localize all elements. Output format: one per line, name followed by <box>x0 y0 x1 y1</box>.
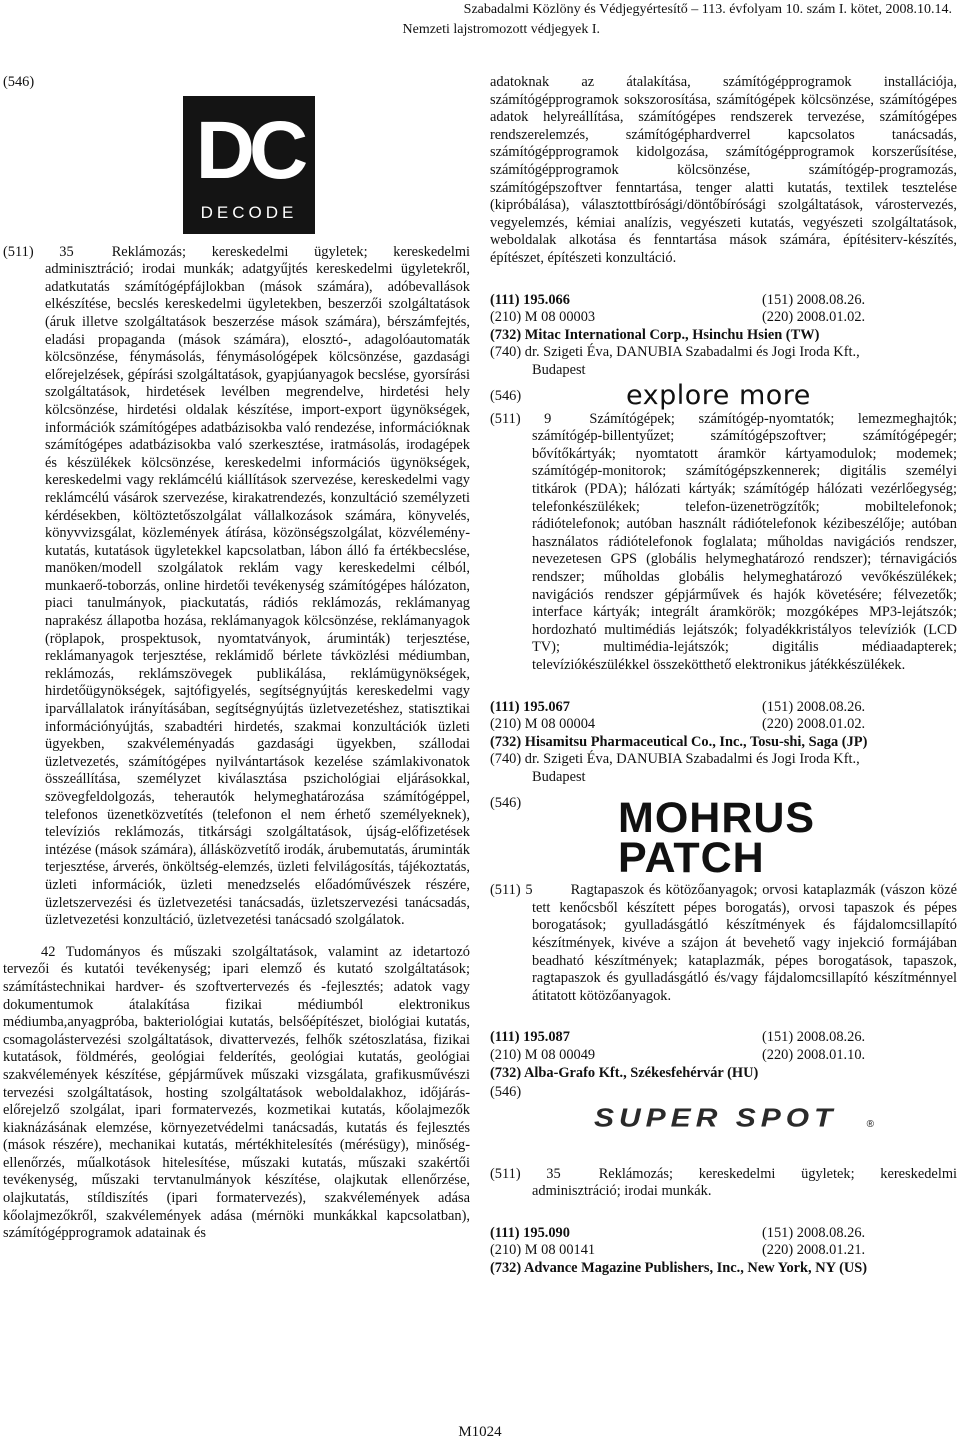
mohrus-patch-logo: MOHRUS PATCH <box>618 794 816 883</box>
class-35-text: (511) 35 Reklámozás; kereskedelmi ügyletek; kereskedelmi adminisztráció; irodai munkák; adatgyűjtés kereskedelmi ügyletekről, adatkutatás számítógépfájlokban (mások számára), adóbevallások elkészítése, becslés kereskedelmi ügyletekben, beszerzői szolgáltatások (áruk illetve szolgáltatások beszerzése mások számára), bérszámfejtés, eladási propaganda (mások számára), elosztó-, adagolóautomaták kölcsönzése, fénymásolás, fénymásológépek kölcsönzése, gazdasági előrejelzések, gépírási szolgáltatások, gyapjúanyagok becslése, gyorsírási szolgáltatások, hirdetések levélben megrendelve, hirdetési hely kölcsönzése, hirdetési oldalak készítése, import-export ügynökségek, információk számítógépes adatbázisokba való rendezése, információknak számítógépes adatbázisokba való szerkesztése, iratmásolás, irodagépek és készülékek kölcsönzése, kereskedelmi információs ügynökségek, kereskedelmi vagy reklámcélú kiállítások szervezése, kereskedelmi vagy reklámcélú vásárok szervezése, kirakatrendezés, konzultáció személyzeti kérdésekben, költöztetőszolgálat vállalkozások számára, könyvelés, könyvvizsgálat, közlemények átírása, közönségszolgálat, közvélemény-kutatás, kutatások ügyletekkel kapcsolatban, lábon álló fa értékbecslése, manöken/modell szolgálatok reklám vagy kereskedelmi célból, munkaerő-toborzás, online hirdetői tevékenység számítógépes hálózaton, piaci tanulmányok, piackutatás, rádiós reklámozás, reklámanyag naprakész állapotba hozása, reklámanyagok kölcsönzése, reklámanyagok (röplapok, prospektusok, nyomtatványok, áruminták) terjesztése, reklámanyagok terjesztése, reklámidő bérlete távközlési médiumban, reklámozás, reklámszövegek publikálása, reklámügynökségek, hirdetőügynökségek, sajtófigyelés, segítségnyújtás kereskedelmi vagy iparvállalatok irányításában, segítségnyújtás üzletvezetéshez, statisztikai információnyújtás, szabadtéri hirdetés, szakmai konzultációk üzleti ügyekben, szakvéleményadás gazdasági ügyekben, szállodai üzletvezetés, számítógépes nyilvántartások kezelése számlakivonatok összeállítása, személyzet kiválasztása pszichológiai eljárásokkal, szövegfeldolgozás, teherautók helymeghatározása számítógéppel, telefonos üzenetközvetítés (telefonon el nem érhető személyeknek), televíziós reklámozás, titkársági szolgáltatások, újság-előfizetések intézése (mások számára), állásközvetítő irodák, árubemutatás, áruminták terjesztése, árverés, önköltség-elemzés, üzleti felvilágosítás, tájékoztatás, üzleti információk, üzleti menedzselés előadóművészek részére, üzletszervezési és üzletvezetési tanácsadás, üzletszervezési tanácsadás, üzletvezetési konzultáció, üzletvezetési tanácsadó szolgálatok. <box>3 243 471 929</box>
trademark-record: (111) 195.067 (151) 2008.08.26. (210) M 08 00004 (220) 2008.01.02. (732) Hisamitsu Pharmaceutical Co., Inc., Tosu-shi, Saga (JP) (740) dr. Szigeti Éva, DANUBIA Szabadalmi és Jogi Iroda Kft., Budapest (546) MOHRUS PATCH (511) 5 Ragtapaszok és kötözőanyagok; orvosi kataplazmák (vászon közé tett kenőcsből készített pépes borogatás), orvosi tapaszok és pépes borogatások; gyulladásgátló készítmények és fájdalomcsillapító készítmények, kivéve a szájon át bevehető vagy injekció formájában beadható készítmények; kataplazmák, pépes borogatások, tapaszok, ragtapaszok és gyulladásgátló és/vagy fájdalomcsillapító készítménnyel átitatott kötözőanyagok. <box>490 698 958 1004</box>
decode-logo <box>183 96 315 234</box>
class-5-text: (511) 5 Ragtapaszok és kötözőanyagok; orvosi kataplazmák (vászon közé tett kenőcsből készített pépes borogatás), orvosi tapaszok és pépes borogatások; gyulladásgátló készítmények és fájdalomcsillapító készítmények, kivéve a szájon át bevehető vagy injekció formájában beadható készítmények; kataplazmák, pépes borogatások, tapaszok, ragtapaszok és gyulladásgátló és/vagy fájdalomcsillapító készítménnyel átitatott kötözőanyagok. <box>490 882 958 1004</box>
class-35-text: (511) 35 Reklámozás; kereskedelmi ügyletek; kereskedelmi adminisztráció; irodai munkák. <box>490 1165 958 1200</box>
owner: (732) Alba-Grafo Kft., Székesfehérvár (HU) <box>490 1064 759 1081</box>
representative: (740) dr. Szigeti Éva, DANUBIA Szabadalmi és Jogi Iroda Kft., <box>490 751 860 768</box>
class-42-continued: adatoknak az átalakítása, számítógépprogramok installációja, számítógépprogramok sokszorosítása, számítógépek kölcsönzése, számítógépes adatok helyreállítása, számítógépes rendszerek tervezése, számítógépes rendszerelemzés, számítógéphardverrel kapcsolatos tanácsadás, számítógépprogramok kidolgozása, számítógépprogramok korszerűsítése, számítógépprogramok kölcsönzése, számítógép-programozás, számítógépszoftver fenntartása, tenger alatti kutatás, textilek tesztelése (kipróbálása), választottbírósági/döntőbírósági szolgáltatások, várostervezés, vegyelemzés, kémiai analízis, vegyészeti kutatás, vegyészeti szolgáltatások, weboldalak alkotása és fenntartása mások számára, építésiterv-készítés, építészet, építészeti konzultáció. <box>490 74 957 266</box>
decode-logo-word: DECODE <box>200 202 298 222</box>
left-column <box>3 74 470 1243</box>
field-511-code: (511) 35 <box>3 243 74 260</box>
field-546: (546) <box>3 74 35 90</box>
journal-header: Szabadalmi Közlöny és Védjegyértesítő – 113. évfolyam 10. szám I. kötet, 2008.10.14. <box>463 2 952 17</box>
super-spot-logo: SUPER SPOT ® <box>594 1104 874 1133</box>
owner: (732) Hisamitsu Pharmaceutical Co., Inc., Tosu-shi, Saga (JP) <box>490 733 868 750</box>
class-9-text: (511) 9 Számítógépek; számítógép-nyomtatók; lemezmeghajtók; számítógép-billentyűzet; számítógépszoftver; számítógépegér; bővítőkártyák; nyomtatott áramkör kártyamodulok; modemek; számítógép-monitorok; számítógépszkennerek; digitális személyi titkárok (PDA); hálózati kártyák; számítógép hálózati vezérlőegység; telefonkészülékek; telefon-üzenetrögzítők; mobiltelefonok; rádiótelefonok; autóban használt rádiótelefonok kézibeszélője; autóban használatos rádiótelefonok foglalata; műholdas navigációs rendszer, nevezetesen GPS (globális helymeghatározó rendszer); térnavigációs rendszer; műholdas globális helymeghatározó vevőkészülékek; navigációs rendszer gépjárművek és hajók követésére; félvezetők; interface kártyák; integrált áramkörök; mozgóképes MP3-lejátszók; hordozható multimédiás lejátszók; folyadékkristályos televíziók (LCD TV); multimédia-lejátszók; digitális médiaadapterek; televíziókészülékkel összekötthető elektronikus játékkészülékek. <box>490 410 957 673</box>
decode-logo-mark: DC <box>195 104 303 196</box>
trademark-record: (111) 195.087 (151) 2008.08.26. (210) M 08 00049 (220) 2008.01.10. (732) Alba-Grafo Kft., Székesfehérvár (HU) (546) SUPER SPOT ® (511) 35 Reklámozás; kereskedelmi ügyletek; kereskedelmi adminisztráció; irodai munkák. <box>490 1029 958 1200</box>
owner: (732) Mitac International Corp., Hsinchu Hsien (TW) <box>490 326 820 343</box>
class-42-text: 42 Tudományos és műszaki szolgáltatások, valamint az idetartozó tervezői és kutatói tevékenység; ipari elemző és kutató szolgáltatások; számítástechnikai hardver- és szoftvertervezés és -fejlesztés; adatok vagy dokumentumok átalakítása fizikai médiumból elektronikus médiumba,anyagpróba, bakteriológiai kutatás, belsőépítészet, biológiai kutatás, csomagolástervezési szolgáltatások, divattervezés, felhők szétoszlatása, fizikai kutatások, földmérés, geológiai felderítés, geológiai kutatás, geológiai szakvélemények készítése, gépjárművek műszaki vizsgálata, grafikusművészi tervezési szolgáltatások, hosting szolgáltatások weboldalakhoz, időjárás-előrejelző szolgálat, ipari formatervezés, kozmetikai kutatás, kőolajmezők kiaknázásának elemzése, környezetvédelmi tanácsadás, kutatás és fejlesztés (mások részére), mechanikai kutatás, mértékhitelesítés (mérésügy), minőség-ellenőrzés, műalkotások hitelesítése, műszaki kutatás, műszaki szakértői tevékenység, műszaki tervtanulmányok készítése, olajkutak ellenőrzése, olajkutatás, stíldiszítés (ipari formatervezés), szakvélemények adása kőolajmezőkről, szakvélemények adása (mérnöki munkákkal kapcsolatban), számítógépprogramok adatainak és <box>3 943 470 1242</box>
representative: (740) dr. Szigeti Éva, DANUBIA Szabadalmi és Jogi Iroda Kft., <box>490 344 860 361</box>
section-header: Nemzeti lajstromozott védjegyek I. <box>402 22 600 37</box>
explore-more-logo: explore more <box>626 380 811 412</box>
right-column <box>490 74 957 1278</box>
owner: (732) Advance Magazine Publishers, Inc., New York, NY (US) <box>490 1260 868 1277</box>
page-number: M1024 <box>458 1424 502 1440</box>
trademark-record: (111) 195.090 (151) 2008.08.26. (210) M 08 00141 (220) 2008.01.21. (732) Advance Magazine Publishers, Inc., New York, NY (US) <box>490 1225 957 1278</box>
trademark-record: (111) 195.066 (151) 2008.08.26. (210) M 08 00003 (220) 2008.01.02. (732) Mitac International Corp., Hsinchu Hsien (TW) (740) dr. Szigeti Éva, DANUBIA Szabadalmi és Jogi Iroda Kft., Budapest (546) explore more (511) 9 Számítógépek; számítógép-nyomtatók; lemezmeghajtók; számítógép-billentyűzet; számítógépszoftver; számítógépegér; bővítőkártyák; nyomtatott áramkör kártyamodulok; modemek; számítógép-monitorok; számítógépszkennerek; digitális személyi titkárok (PDA); hálózati kártyák; számítógép hálózati vezérlőegység; telefonkészülékek; telefon-üzenetrögzítők; mobiltelefonok; rádiótelefonok; autóban használt rádiótelefonok kézibeszélője; autóban használatos rádiótelefonok foglalata; műholdas navigációs rendszer, nevezetesen GPS (globális helymeghatározó rendszer); térnavigációs rendszer; műholdas globális helymeghatározó vevőkészülékek; navigációs rendszer gépjárművek és hajók követésére; félvezetők; interface kártyák; integrált áramkörök; mozgóképes MP3-lejátszók; hordozható multimédiás lejátszók; folyadékkristályos televíziók (LCD TV); multimédia-lejátszók; digitális médiaadapterek; televíziókészülékkel összekötthető elektronikus játékkészülékek. <box>490 291 957 673</box>
